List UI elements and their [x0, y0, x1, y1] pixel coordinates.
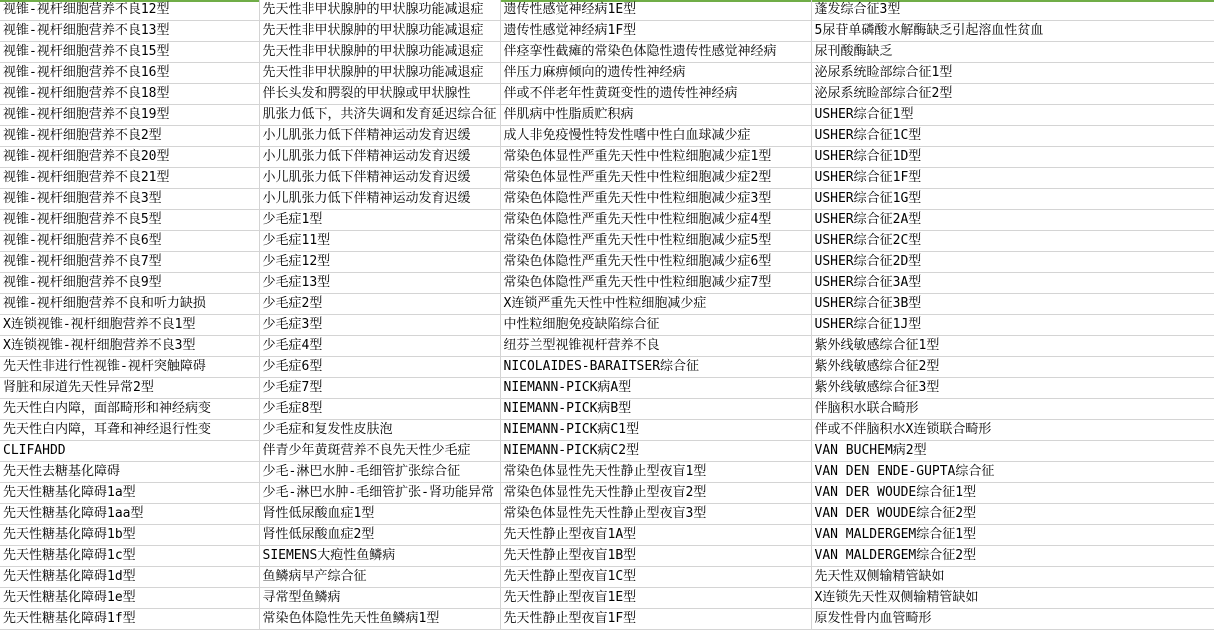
table-cell[interactable]: USHER综合征1型	[811, 105, 1214, 126]
table-row	[0, 420, 1214, 441]
table-row	[0, 294, 1214, 315]
table-cell[interactable]: USHER综合征1F型	[811, 168, 1214, 189]
table-cell[interactable]: USHER综合征1J型	[811, 315, 1214, 336]
table-cell[interactable]: 视锥-视杆细胞营养不良20型	[0, 147, 259, 168]
table-cell[interactable]: 纽芬兰型视锥视杆营养不良	[500, 336, 811, 357]
table-cell[interactable]: 常染色体显性先天性静止型夜盲3型	[500, 504, 811, 525]
table-cell[interactable]: 小儿肌张力低下伴精神运动发育迟缓	[259, 168, 500, 189]
table-cell[interactable]: 常染色体显性严重先天性中性粒细胞减少症1型	[500, 147, 811, 168]
table-cell[interactable]: 先天性静止型夜盲1E型	[500, 588, 811, 609]
table-cell[interactable]: VAN DEN ENDE-GUPTA综合征	[811, 462, 1214, 483]
table-row	[0, 42, 1214, 63]
table-cell[interactable]: 先天性糖基化障碍1d型	[0, 567, 259, 588]
table-cell[interactable]: 先天性非进行性视锥-视杆突触障碍	[0, 357, 259, 378]
table-cell[interactable]: X连锁严重先天性中性粒细胞减少症	[500, 294, 811, 315]
table-row	[0, 462, 1214, 483]
table-cell[interactable]: 先天性非甲状腺肿的甲状腺功能减退症	[259, 21, 500, 42]
table-cell[interactable]: 少毛症12型	[259, 252, 500, 273]
table-cell[interactable]: 视锥-视杆细胞营养不良15型	[0, 42, 259, 63]
table-cell[interactable]: 伴压力麻痹倾向的遗传性神经病	[500, 63, 811, 84]
table-cell[interactable]: 先天性去糖基化障碍	[0, 462, 259, 483]
table-row	[0, 357, 1214, 378]
table-cell[interactable]: NIEMANN-PICK病B型	[500, 399, 811, 420]
table-row	[0, 273, 1214, 294]
table-row	[0, 315, 1214, 336]
table-cell[interactable]: 常染色体显性先天性静止型夜盲1型	[500, 462, 811, 483]
table-cell[interactable]: 5尿苷单磷酸水解酶缺乏引起溶血性贫血	[811, 21, 1214, 42]
table-cell[interactable]: 常染色体显性先天性静止型夜盲2型	[500, 483, 811, 504]
table-cell[interactable]: 小儿肌张力低下伴精神运动发育迟缓	[259, 147, 500, 168]
table-row	[0, 231, 1214, 252]
table-cell[interactable]: 伴长头发和腭裂的甲状腺或甲状腺性	[259, 84, 500, 105]
table-cell[interactable]: 先天性糖基化障碍1b型	[0, 525, 259, 546]
table-cell[interactable]: 先天性糖基化障碍1e型	[0, 588, 259, 609]
table-cell[interactable]: 常染色体隐性严重先天性中性粒细胞减少症5型	[500, 231, 811, 252]
table-cell[interactable]: 少毛症1型	[259, 210, 500, 231]
table-cell[interactable]: 紫外线敏感综合征3型	[811, 378, 1214, 399]
table-cell[interactable]: 视锥-视杆细胞营养不良21型	[0, 168, 259, 189]
table-cell[interactable]: 先天性非甲状腺肿的甲状腺功能减退症	[259, 0, 500, 21]
table-cell[interactable]: 少毛症13型	[259, 273, 500, 294]
table-row	[0, 210, 1214, 231]
table-cell[interactable]: 小儿肌张力低下伴精神运动发育迟缓	[259, 126, 500, 147]
table-cell[interactable]: 视锥-视杆细胞营养不良18型	[0, 84, 259, 105]
table-cell[interactable]: NICOLAIDES-BARAITSER综合征	[500, 357, 811, 378]
table-row	[0, 504, 1214, 525]
table-row	[0, 126, 1214, 147]
table-row	[0, 567, 1214, 588]
table-cell[interactable]: VAN MALDERGEM综合征1型	[811, 525, 1214, 546]
table-cell[interactable]: 先天性静止型夜盲1C型	[500, 567, 811, 588]
table-cell[interactable]: NIEMANN-PICK病A型	[500, 378, 811, 399]
table-row	[0, 378, 1214, 399]
table-cell[interactable]: 常染色体隐性严重先天性中性粒细胞减少症3型	[500, 189, 811, 210]
table-cell[interactable]: 先天性糖基化障碍1aa型	[0, 504, 259, 525]
table-cell[interactable]: 视锥-视杆细胞营养不良16型	[0, 63, 259, 84]
table-cell[interactable]: 少毛症2型	[259, 294, 500, 315]
table-cell[interactable]: NIEMANN-PICK病C1型	[500, 420, 811, 441]
table-cell[interactable]: CLIFAHDD	[0, 441, 259, 462]
table-cell[interactable]: 先天性非甲状腺肿的甲状腺功能减退症	[259, 42, 500, 63]
table-cell[interactable]: 先天性静止型夜盲1B型	[500, 546, 811, 567]
table-cell[interactable]: VAN BUCHEM病2型	[811, 441, 1214, 462]
table-row	[0, 147, 1214, 168]
table-cell[interactable]: 泌尿系统睑部综合征2型	[811, 84, 1214, 105]
table-cell[interactable]: USHER综合征1G型	[811, 189, 1214, 210]
table-cell[interactable]: 少毛症7型	[259, 378, 500, 399]
table-cell[interactable]: 常染色体隐性先天性鱼鳞病1型	[259, 609, 500, 630]
table-cell[interactable]: 少毛症8型	[259, 399, 500, 420]
table-cell[interactable]: 常染色体隐性严重先天性中性粒细胞减少症6型	[500, 252, 811, 273]
table-cell[interactable]: 肾脏和尿道先天性异常2型	[0, 378, 259, 399]
table-cell[interactable]: 遗传性感觉神经病1E型	[500, 0, 811, 21]
table-cell[interactable]: 视锥-视杆细胞营养不良9型	[0, 273, 259, 294]
table-cell[interactable]: USHER综合征2D型	[811, 252, 1214, 273]
table-cell[interactable]: 成人非免疫慢性特发性嗜中性白血球减少症	[500, 126, 811, 147]
table-cell[interactable]: 肾性低尿酸血症2型	[259, 525, 500, 546]
table-cell[interactable]: 寻常型鱼鳞病	[259, 588, 500, 609]
table-cell[interactable]: X连锁先天性双侧输精管缺如	[811, 588, 1214, 609]
table-cell[interactable]: X连锁视锥-视杆细胞营养不良3型	[0, 336, 259, 357]
table-row	[0, 441, 1214, 462]
table-cell[interactable]: 视锥-视杆细胞营养不良12型	[0, 0, 259, 21]
table-cell[interactable]: 伴脑积水联合畸形	[811, 399, 1214, 420]
table-cell[interactable]: NIEMANN-PICK病C2型	[500, 441, 811, 462]
table-cell[interactable]: 先天性非甲状腺肿的甲状腺功能减退症	[259, 63, 500, 84]
table-cell[interactable]: 先天性糖基化障碍1a型	[0, 483, 259, 504]
table-row	[0, 252, 1214, 273]
table-cell[interactable]: USHER综合征1D型	[811, 147, 1214, 168]
table-cell[interactable]: 视锥-视杆细胞营养不良7型	[0, 252, 259, 273]
table-row	[0, 189, 1214, 210]
table-row	[0, 609, 1214, 630]
table-cell[interactable]: 视锥-视杆细胞营养不良6型	[0, 231, 259, 252]
table-cell[interactable]: 紫外线敏感综合征2型	[811, 357, 1214, 378]
table-cell[interactable]: 少毛-淋巴水肿-毛细管扩张-肾功能异常	[259, 483, 500, 504]
table-cell[interactable]: 鱼鳞病早产综合征	[259, 567, 500, 588]
table-cell[interactable]: 少毛症和复发性皮肤泡	[259, 420, 500, 441]
table-cell[interactable]: VAN DER WOUDE综合征2型	[811, 504, 1214, 525]
table-cell[interactable]: 视锥-视杆细胞营养不良和听力缺损	[0, 294, 259, 315]
table-cell[interactable]: 原发性骨内血管畸形	[811, 609, 1214, 630]
table-cell[interactable]: 先天性白内障，面部畸形和神经病变	[0, 399, 259, 420]
table-cell[interactable]: VAN DER WOUDE综合征1型	[811, 483, 1214, 504]
table-cell[interactable]: 视锥-视杆细胞营养不良13型	[0, 21, 259, 42]
table-cell[interactable]: 先天性糖基化障碍1c型	[0, 546, 259, 567]
table-cell[interactable]: 先天性白内障，耳聋和神经退行性变	[0, 420, 259, 441]
table-cell[interactable]: 伴青少年黄斑营养不良先天性少毛症	[259, 441, 500, 462]
table-cell[interactable]: 少毛症4型	[259, 336, 500, 357]
table-cell[interactable]: 肾性低尿酸血症1型	[259, 504, 500, 525]
table-cell[interactable]: 视锥-视杆细胞营养不良3型	[0, 189, 259, 210]
table-cell[interactable]: 常染色体显性严重先天性中性粒细胞减少症2型	[500, 168, 811, 189]
table-cell[interactable]: 伴痉挛性截瘫的常染色体隐性遗传性感觉神经病	[500, 42, 811, 63]
table-row	[0, 168, 1214, 189]
table-row	[0, 588, 1214, 609]
table-cell[interactable]: 少毛症11型	[259, 231, 500, 252]
table-cell[interactable]: USHER综合征2C型	[811, 231, 1214, 252]
table-cell[interactable]: 中性粒细胞免疫缺陷综合征	[500, 315, 811, 336]
table-cell[interactable]: USHER综合征2A型	[811, 210, 1214, 231]
table-cell[interactable]: 视锥-视杆细胞营养不良2型	[0, 126, 259, 147]
table-cell[interactable]: 先天性静止型夜盲1F型	[500, 609, 811, 630]
table-row	[0, 546, 1214, 567]
table-row	[0, 63, 1214, 84]
table-cell[interactable]: 常染色体隐性严重先天性中性粒细胞减少症7型	[500, 273, 811, 294]
table-cell[interactable]: 少毛-淋巴水肿-毛细管扩张综合征	[259, 462, 500, 483]
table-cell[interactable]: 少毛症6型	[259, 357, 500, 378]
table-cell[interactable]: 紫外线敏感综合征1型	[811, 336, 1214, 357]
table-cell[interactable]: X连锁视锥-视杆细胞营养不良1型	[0, 315, 259, 336]
table-row	[0, 0, 1214, 21]
table-row	[0, 399, 1214, 420]
table-cell[interactable]: 遗传性感觉神经病1F型	[500, 21, 811, 42]
table-row	[0, 483, 1214, 504]
table-cell[interactable]: 先天性糖基化障碍1f型	[0, 609, 259, 630]
table-cell[interactable]: USHER综合征3A型	[811, 273, 1214, 294]
table-cell[interactable]: 小儿肌张力低下伴精神运动发育迟缓	[259, 189, 500, 210]
table-cell[interactable]: USHER综合征3B型	[811, 294, 1214, 315]
table-cell[interactable]: 蓬发综合征3型	[811, 0, 1214, 21]
table-cell[interactable]: 少毛症3型	[259, 315, 500, 336]
table-cell[interactable]: 伴肌病中性脂质贮积病	[500, 105, 811, 126]
table-row	[0, 105, 1214, 126]
table-cell[interactable]: 伴或不伴脑积水X连锁联合畸形	[811, 420, 1214, 441]
table-cell[interactable]: 泌尿系统睑部综合征1型	[811, 63, 1214, 84]
table-cell[interactable]: 伴或不伴老年性黄斑变性的遗传性神经病	[500, 84, 811, 105]
table-row	[0, 21, 1214, 42]
table-cell[interactable]: USHER综合征1C型	[811, 126, 1214, 147]
table-row	[0, 84, 1214, 105]
table-cell[interactable]: 视锥-视杆细胞营养不良19型	[0, 105, 259, 126]
table-cell[interactable]: 先天性双侧输精管缺如	[811, 567, 1214, 588]
table-cell[interactable]: VAN MALDERGEM综合征2型	[811, 546, 1214, 567]
table-cell[interactable]: 肌张力低下，共济失调和发育延迟综合征	[259, 105, 500, 126]
table-cell[interactable]: SIEMENS大疱性鱼鳞病	[259, 546, 500, 567]
table-cell[interactable]: 常染色体隐性严重先天性中性粒细胞减少症4型	[500, 210, 811, 231]
table-cell[interactable]: 视锥-视杆细胞营养不良5型	[0, 210, 259, 231]
table-cell[interactable]: 先天性静止型夜盲1A型	[500, 525, 811, 546]
table-row	[0, 525, 1214, 546]
table-cell[interactable]: 尿刊酸酶缺乏	[811, 42, 1214, 63]
table-row	[0, 336, 1214, 357]
